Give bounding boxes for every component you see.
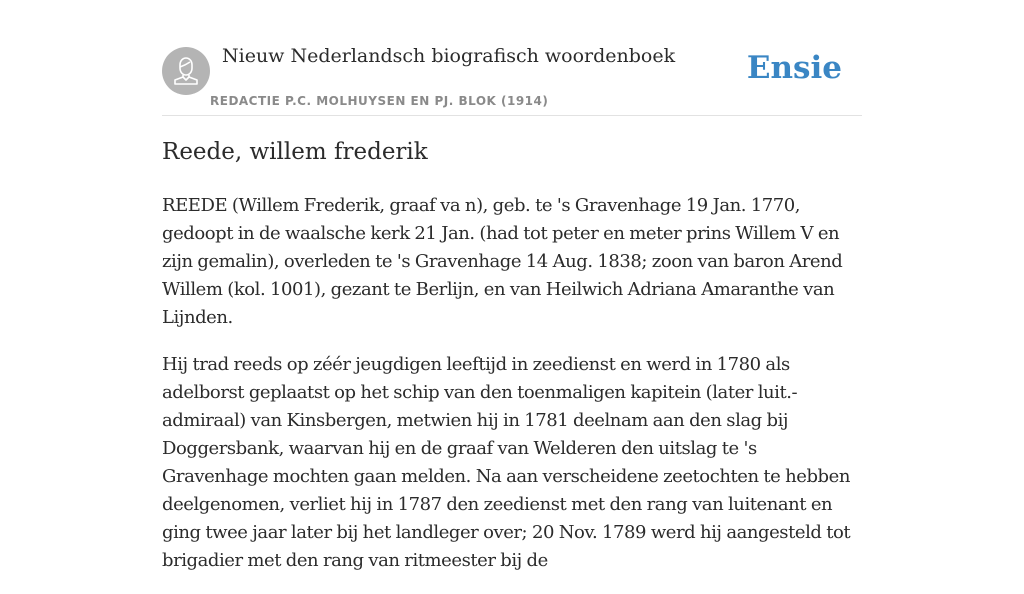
user-icon bbox=[162, 47, 210, 95]
book-title[interactable]: Nieuw Nederlandsch biografisch woordenboek bbox=[222, 45, 676, 67]
ensie-logo[interactable]: Ensie bbox=[746, 50, 842, 86]
page-header bbox=[162, 40, 862, 116]
article-title: Reede, willem frederik bbox=[162, 139, 428, 165]
article-paragraph: Hij trad reeds op zéér jeugdigen leeftijd in zeedienst en werd in 1780 als adelborst geplaatst op het schip van den toenmaligen kapitein (later luit.-admiraal) van Kinsbergen, metwien hij in 1781 deelnam aan den slag bij Doggersbank, waarvan hij en de graaf van Welderen den uitslag te 's Gravenhage mochten gaan melden. Na aan verscheidene zeetochten te hebben deelgenomen, verliet hij in 1787 den zeedienst met den rang van luitenant en ging twee jaar later bij het landleger over; 20 Nov. 1789 werd hij aangesteld tot brigadier met den rang van ritmeester bij de bbox=[162, 354, 851, 571]
editors-label: REDACTIE P.C. MOLHUYSEN EN PJ. BLOK (1914) bbox=[210, 94, 549, 108]
avatar[interactable] bbox=[162, 47, 210, 95]
article-body bbox=[162, 192, 867, 594]
article-paragraph: REEDE (Willem Frederik, graaf va n), geb. te 's Gravenhage 19 Jan. 1770, gedoopt in de waalsche kerk 21 Jan. (had tot peter en meter prins Willem V en zijn gemalin), overleden te 's Gravenhage 14 Aug. 1838; zoon van baron Arend Willem (kol. 1001), gezant te Berlijn, en van Heilwich Adriana Amaranthe van Lijnden. bbox=[162, 195, 843, 328]
